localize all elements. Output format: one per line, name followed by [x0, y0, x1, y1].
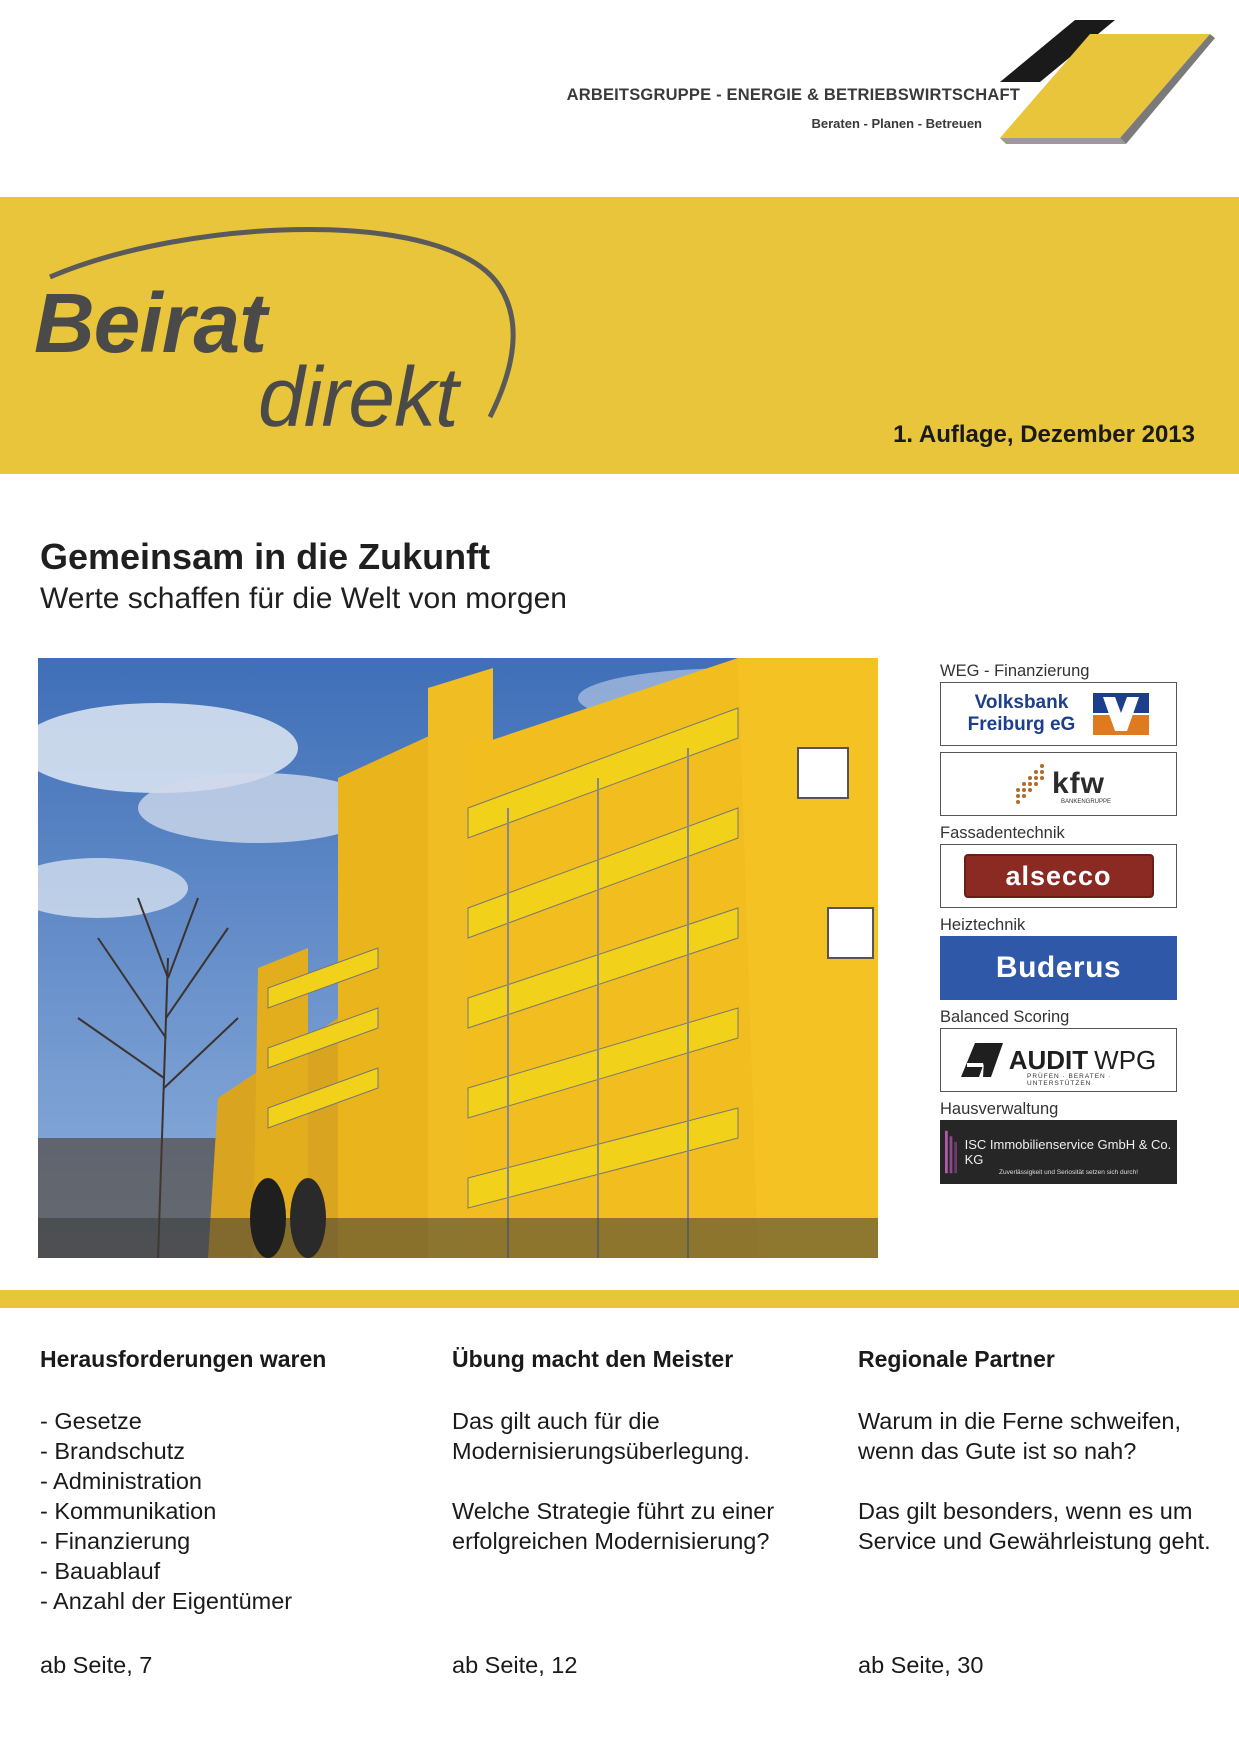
partner-category-scoring: Balanced Scoring: [940, 1008, 1070, 1026]
audit-name: AUDIT: [1008, 1044, 1089, 1075]
org-header: [500, 86, 1020, 131]
partner-category-management: Hausverwaltung: [940, 1100, 1059, 1118]
kfw-sub: BANKENGRUPPE: [1061, 799, 1112, 805]
kfw-dots-icon: [1012, 762, 1052, 806]
apartment-building-image: [38, 658, 878, 1258]
isc-bars-icon: [945, 1129, 962, 1175]
list-item: - Bauablauf: [40, 1558, 161, 1584]
org-logo-icon: [970, 20, 1225, 160]
buderus-name: Buderus: [995, 951, 1122, 984]
column-text: Warum in die Ferne schweifen, wenn das Gute ist so nah?: [858, 1408, 1182, 1464]
partner-category-facade: Fassadentechnik: [940, 824, 1065, 842]
buderus-logo: [940, 936, 1177, 1000]
org-tagline: Beraten - Planen - Betreuen: [811, 116, 982, 131]
volksbank-mark-icon: [1093, 693, 1149, 735]
column-title: Herausforderungen waren: [40, 1346, 327, 1372]
column-partners: [858, 1346, 1218, 1556]
column-text: Welche Strategie führt zu einer erfolgreichen Modernisierung?: [452, 1498, 775, 1554]
column-text: Das gilt besonders, wenn es um Service und Gewährleistung geht.: [858, 1498, 1211, 1554]
column-challenges: [40, 1346, 400, 1616]
kfw-logo: [940, 752, 1177, 816]
page-reference: ab Seite, 7: [40, 1652, 153, 1678]
alsecco-name: alsecco: [1005, 860, 1112, 891]
partner-category-heating: Heiztechnik: [940, 916, 1026, 934]
challenges-list: [40, 1406, 400, 1616]
list-item: - Anzahl der Eigentümer: [40, 1588, 293, 1614]
title-banner: [0, 197, 1239, 474]
section-divider: [0, 1290, 1239, 1308]
column-practice: [452, 1346, 812, 1556]
page-title: Gemeinsam in die Zukunft: [40, 536, 491, 577]
page-subtitle: Werte schaffen für die Welt von morgen: [40, 582, 567, 615]
list-item: - Administration: [40, 1468, 202, 1494]
volksbank-logo: [940, 682, 1177, 746]
magazine-subtitle: direkt: [258, 350, 458, 444]
isc-sub: Zuverlässigkeit und Seriosität setzen sich durch!: [999, 1169, 1139, 1176]
page-reference: ab Seite, 30: [858, 1652, 984, 1678]
audit-mark-icon: [961, 1043, 1003, 1077]
list-item: - Finanzierung: [40, 1528, 191, 1554]
volksbank-name: Volksbank Freiburg eG: [967, 692, 1076, 735]
alsecco-logo: [940, 844, 1177, 908]
partner-list: [940, 660, 1177, 1190]
magazine-title: Beirat: [34, 276, 267, 370]
list-item: - Kommunikation: [40, 1498, 217, 1524]
column-title: Regionale Partner: [858, 1346, 1055, 1372]
audit-sub: PRÜFEN · BERATEN · UNTERSTÜTZEN: [1027, 1073, 1112, 1087]
org-name: ARBEITSGRUPPE - ENERGIE & BETRIEBSWIRTSCHAFT: [566, 86, 1020, 104]
isc-logo: [940, 1120, 1177, 1184]
building-photo: [38, 658, 878, 1258]
partner-category-finance: WEG - Finanzierung: [940, 662, 1090, 680]
audit-logo: [940, 1028, 1177, 1092]
column-title: Übung macht den Meister: [452, 1346, 734, 1372]
list-item: - Brandschutz: [40, 1438, 185, 1464]
column-text: Das gilt auch für die Modernisierungsüberlegung.: [452, 1408, 750, 1464]
list-item: - Gesetze: [40, 1408, 142, 1434]
edition-label: 1. Auflage, Dezember 2013: [893, 421, 1195, 448]
page-reference: ab Seite, 12: [452, 1652, 578, 1678]
kfw-name: kfw: [1051, 767, 1105, 800]
audit-wpg: WPG: [1094, 1044, 1157, 1075]
isc-name: ISC Immobilienservice GmbH & Co. KG: [964, 1137, 1172, 1167]
